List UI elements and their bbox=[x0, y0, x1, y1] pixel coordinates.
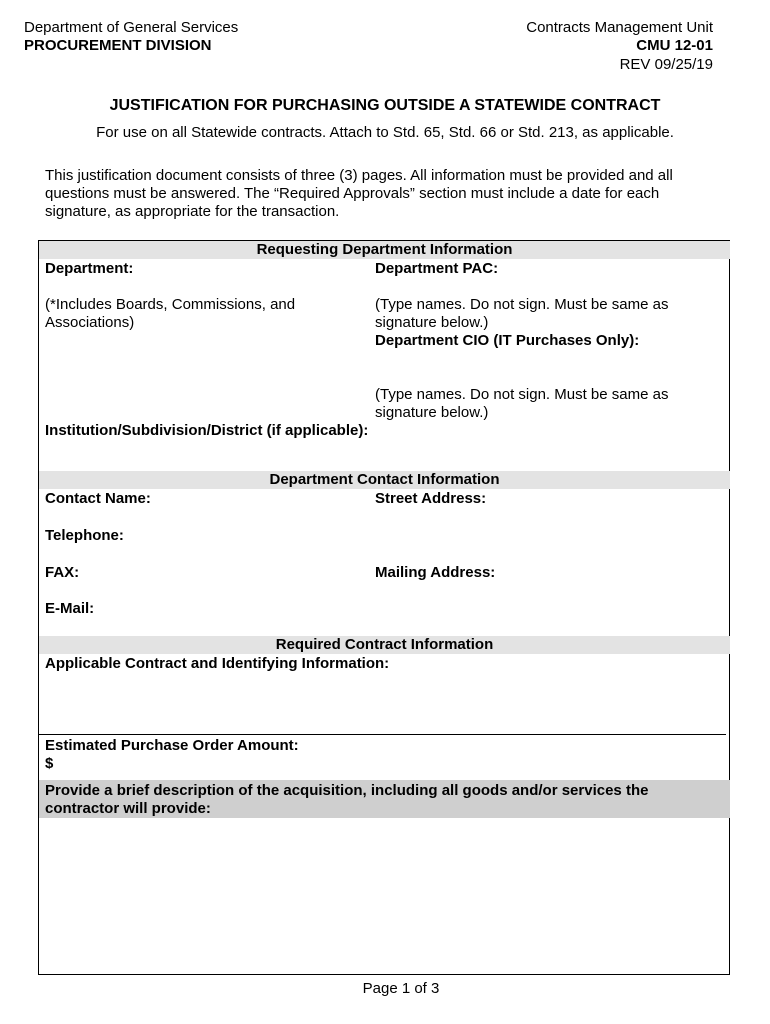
unit-name: Contracts Management Unit bbox=[526, 19, 713, 36]
division-name: PROCUREMENT DIVISION bbox=[24, 37, 212, 54]
amount-label[interactable]: Estimated Purchase Order Amount: bbox=[45, 737, 299, 754]
department-note-1: (*Includes Boards, Commissions, and bbox=[45, 296, 296, 313]
fax-label[interactable]: FAX: bbox=[45, 564, 80, 581]
pac-label[interactable]: Department PAC: bbox=[375, 260, 499, 277]
page-title: JUSTIFICATION FOR PURCHASING OUTSIDE A STATEWIDE CONTRACT bbox=[109, 97, 661, 114]
amount-divider bbox=[39, 734, 726, 735]
intro-line-2: questions must be answered. The “Required Approvals” section must include a date for each bbox=[45, 185, 660, 202]
intro-line-3: signature, as appropriate for the transaction. bbox=[45, 203, 340, 220]
street-address-label[interactable]: Street Address: bbox=[375, 490, 487, 507]
cio-note-2: signature below.) bbox=[375, 404, 489, 421]
description-line-1: Provide a brief description of the acquisition, including all goods and/or services the bbox=[45, 782, 649, 799]
applicable-contract-label[interactable]: Applicable Contract and Identifying Information: bbox=[45, 655, 390, 672]
mailing-address-label[interactable]: Mailing Address: bbox=[375, 564, 496, 581]
telephone-label[interactable]: Telephone: bbox=[45, 527, 124, 544]
contract-heading: Required Contract Information bbox=[275, 636, 494, 653]
description-field[interactable] bbox=[39, 818, 730, 974]
department-note-2: Associations) bbox=[45, 314, 135, 331]
pac-note-1: (Type names. Do not sign. Must be same as bbox=[375, 296, 669, 313]
contact-heading: Department Contact Information bbox=[269, 471, 500, 488]
intro-line-1: This justification document consists of three (3) pages. All information must be provided and all bbox=[45, 167, 673, 184]
form-number: CMU 12-01 bbox=[636, 37, 713, 54]
department-label[interactable]: Department: bbox=[45, 260, 134, 277]
cio-note-1: (Type names. Do not sign. Must be same as bbox=[375, 386, 669, 403]
cio-label[interactable]: Department CIO (IT Purchases Only): bbox=[375, 332, 640, 349]
org-name: Department of General Services bbox=[24, 19, 239, 36]
page-number: Page 1 of 3 bbox=[362, 980, 440, 997]
pac-note-2: signature below.) bbox=[375, 314, 489, 331]
requesting-heading: Requesting Department Information bbox=[256, 241, 513, 258]
description-line-2: contractor will provide: bbox=[45, 800, 211, 817]
page-subtitle: For use on all Statewide contracts. Attach to Std. 65, Std. 66 or Std. 213, as applicable. bbox=[96, 124, 674, 141]
institution-label[interactable]: Institution/Subdivision/District (if applicable): bbox=[45, 422, 369, 439]
contact-name-label[interactable]: Contact Name: bbox=[45, 490, 151, 507]
revision-date: REV 09/25/19 bbox=[619, 56, 713, 73]
email-label[interactable]: E-Mail: bbox=[45, 600, 95, 617]
amount-prefix: $ bbox=[45, 755, 54, 772]
